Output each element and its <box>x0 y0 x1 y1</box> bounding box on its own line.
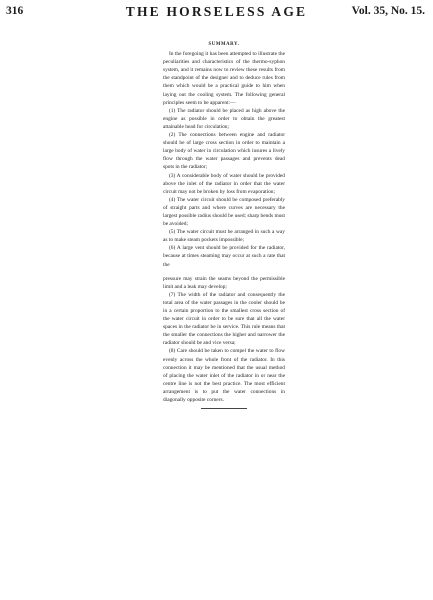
page-header <box>0 4 433 22</box>
magazine-title: THE HORSELESS AGE <box>125 4 308 19</box>
point-7: (7) The width of the radiator and consequently the total area of the water passages in the cooler should be in a certain proportion to the smallest cross section of the water circuit in order to be sure that all the water spaces in the radiator be in service. This rule means that the smaller the connections the higher and narrower the radiator should be and vice versa; <box>163 291 285 347</box>
point-1: (1) The radiator should be placed as high above the engine as possible in order to obtain the greatest attainable head for circulation; <box>163 107 285 130</box>
point-6: (6) A large vent should be provided for the radiator, because at times steaming may occur at such a rate that the <box>163 245 285 268</box>
point-2: (2) The connections between engine and radiator should be of large cross section in order to maintain a large body of water in circulation which insures a lively flow through the water passages and prevents dead spots in the radiator; <box>163 132 285 171</box>
page-number: 316 <box>6 5 24 17</box>
point-6-continued: pressure may strain the seams beyond the permissible limit and a leak may develop; <box>163 275 285 290</box>
point-5: (5) The water circuit must be arranged in such a way as to make steam pockets impossible; <box>163 229 285 244</box>
intro-paragraph: In the foregoing it has been attempted to illustrate the peculiarities and characteristics of the thermo-syphon system, and it remains now to review these results from the standpoint of the designer and to deduce rules from them which would be a practical guide to him when laying out the cooling system. The following general principles seem to be apparent:— <box>163 51 285 106</box>
volume-issue: Vol. 35, No. 15. <box>351 5 425 17</box>
article-column <box>163 41 285 409</box>
point-3: (3) A considerable body of water should be provided above the inlet of the radiator in order that the water circuit may not be broken by loss from evaporation; <box>163 172 285 195</box>
end-rule <box>201 408 247 409</box>
point-4: (4) The water circuit should be composed preferably of straight parts and where curves are necessary the largest possible radius should be used; sharp bends must be avoided; <box>163 196 285 228</box>
point-8: (8) Care should be taken to compel the water to flow evenly across the whole front of the radiator. In this connection it may be mentioned that the usual method of placing the water inlet of the radiator in or near the centre line is not the best practice. The most efficient arrangement is to put the water connections in diagonally opposite corners. <box>163 348 285 404</box>
section-heading: SUMMARY. <box>208 42 240 47</box>
